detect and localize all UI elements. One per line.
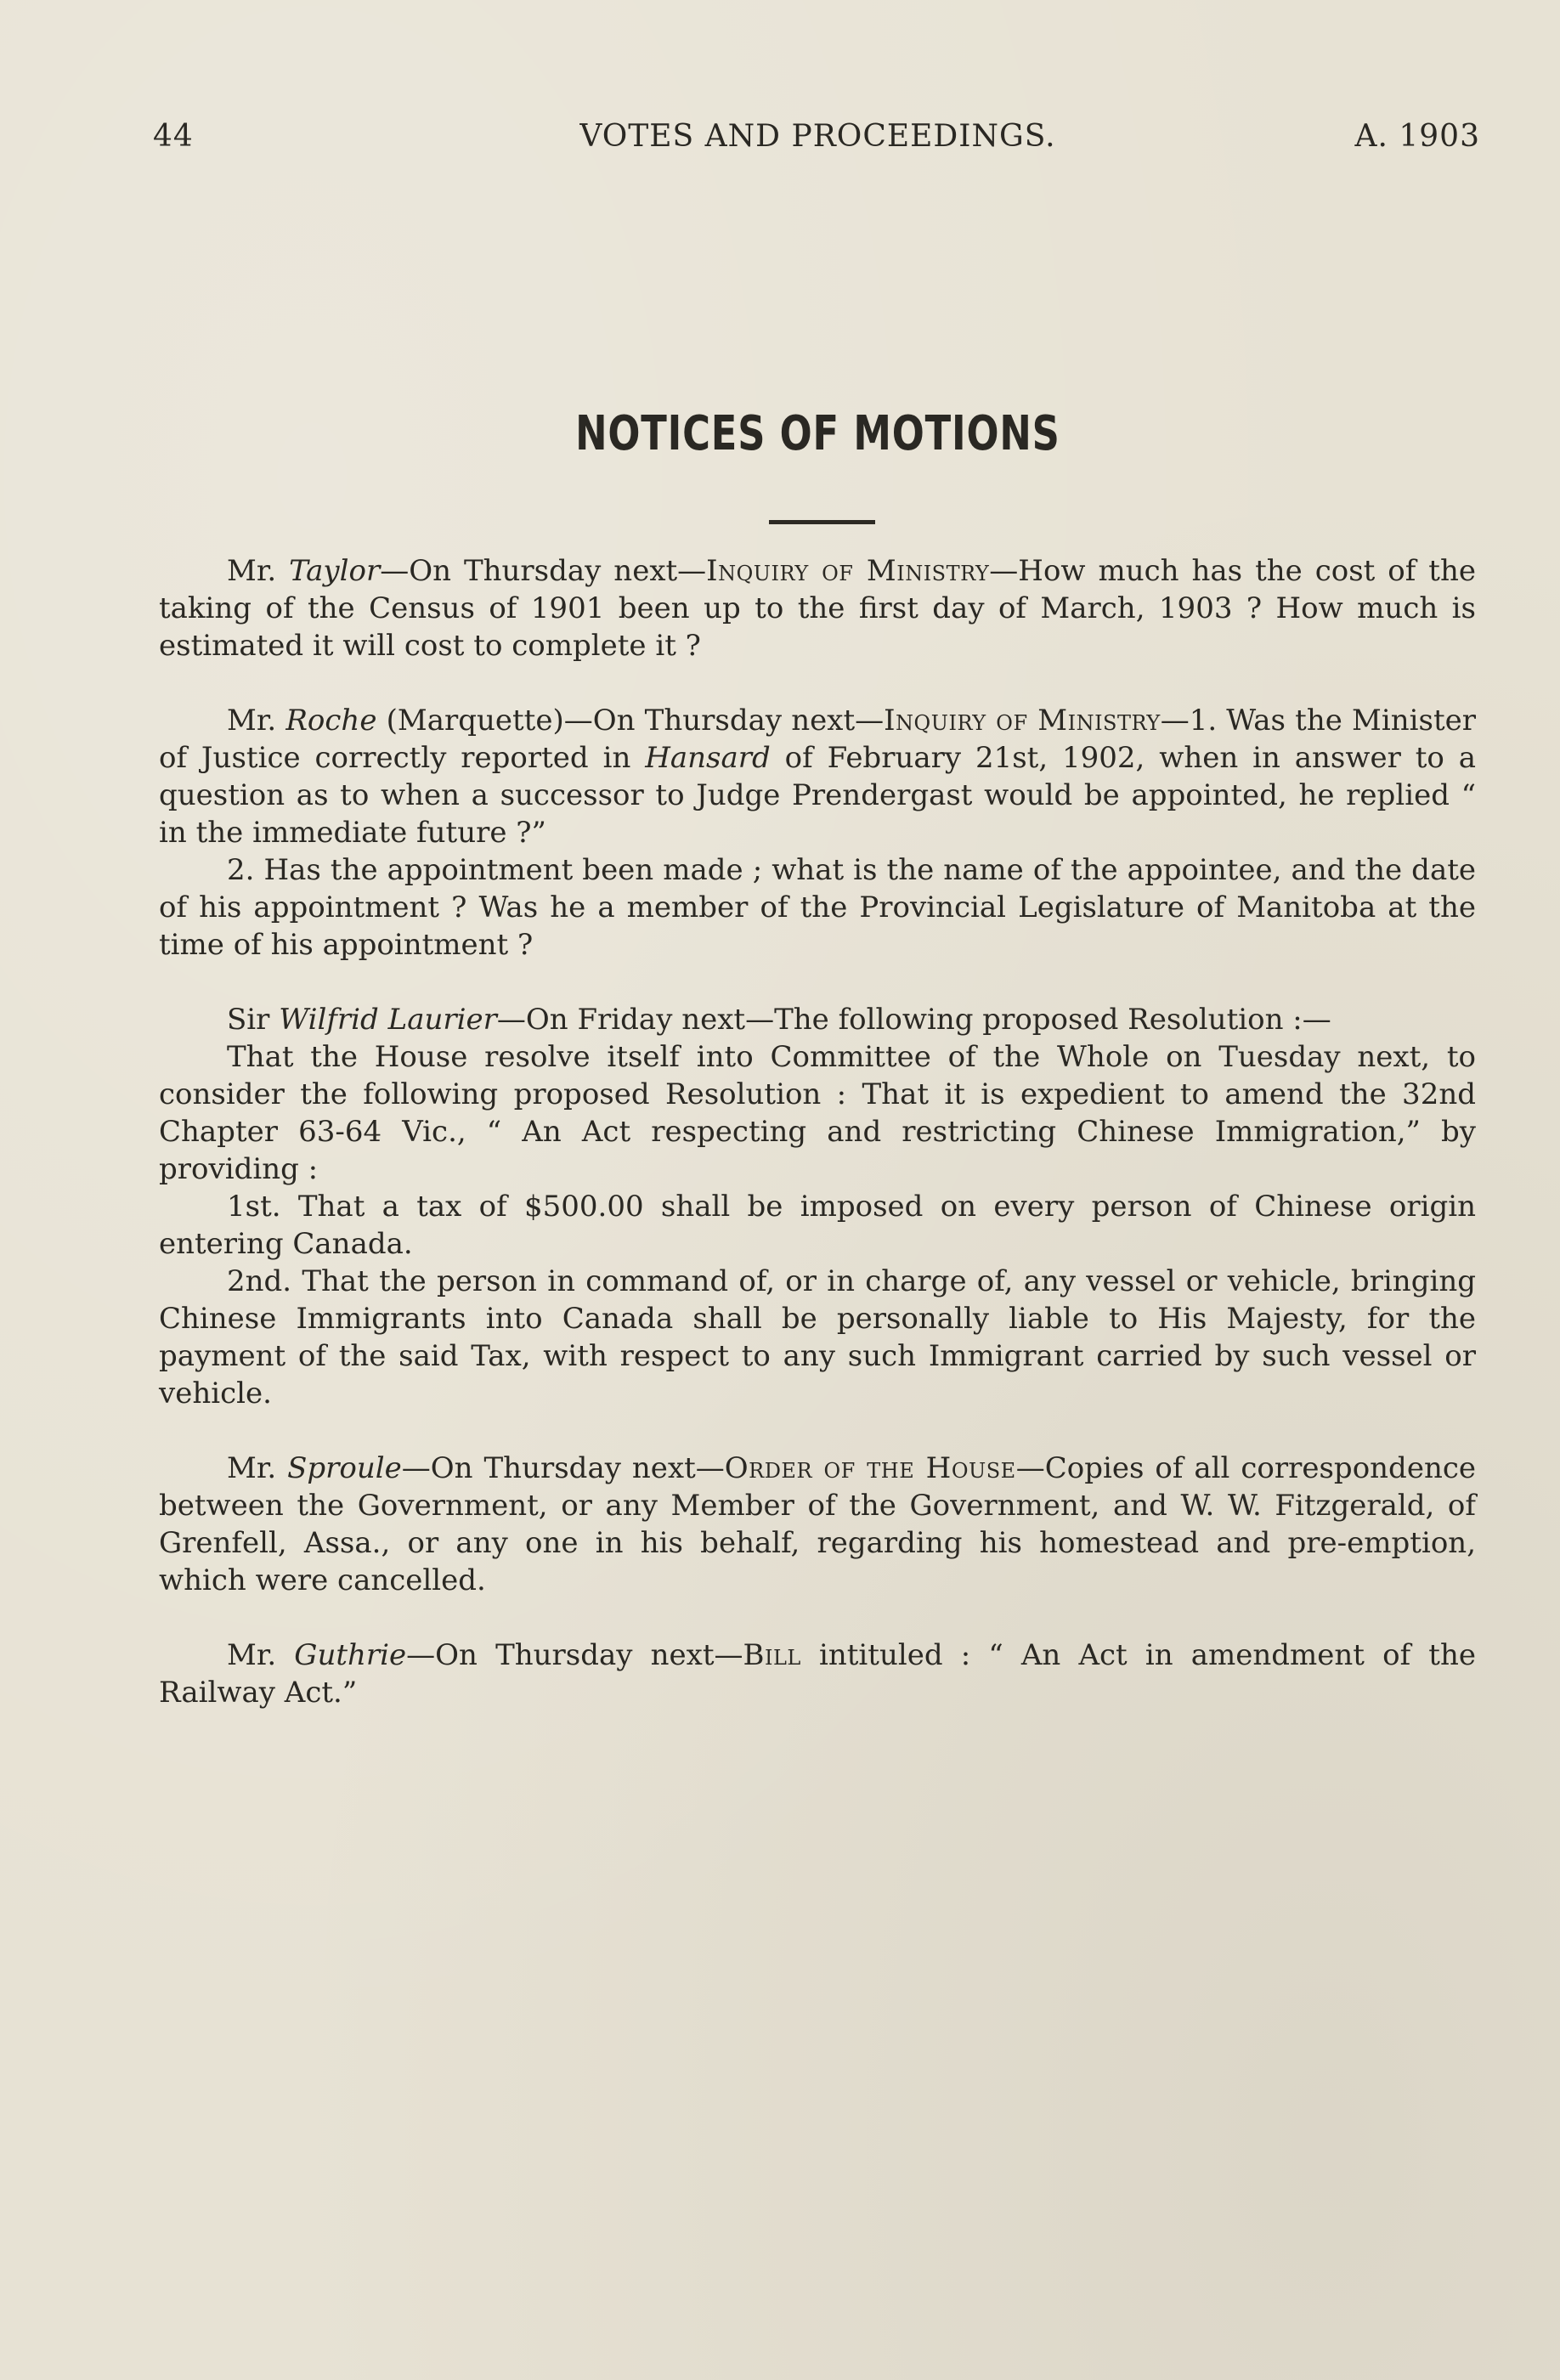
member-riding: (Marquette) — [376, 704, 564, 738]
member-prefix: Mr. — [227, 554, 290, 588]
motion-paragraph — [159, 1001, 1476, 1038]
motion-paragraph-2: That the House resolve itself into Committee of the Whole on Tuesday next, to consider the following proposed Resolution : That it is expedient to amend the 32nd Chapter 63-64 Vic., “ An Act respecting and restricting Chinese Immigration,” by providing : — [159, 1040, 1476, 1186]
motion-paragraph — [159, 702, 1476, 851]
member-name: Roche — [285, 704, 377, 738]
motion-day: —On Thursday next— — [401, 1451, 725, 1485]
member-prefix: Sir — [227, 1003, 280, 1037]
member-name: Taylor — [289, 554, 381, 588]
motion-type: Bill — [743, 1638, 801, 1672]
motions-list — [159, 552, 1476, 1749]
page-number: 44 — [153, 119, 194, 154]
motion-paragraph-4: 2nd. That the person in command of, or in charge of, any vessel or vehicle, bringing Chinese Immigrants into Canada shall be personally liable to His Majesty, for the payment of the said Tax, with respect to any such Immigrant carried by such vessel or vehicle. — [159, 1264, 1476, 1410]
motion-paragraph-2: 2. Has the appointment been made ; what is the name of the appointee, and the date of his appointment ? Was he a member of the Provincial Legislature of Manitoba at the time of his appointment ? — [159, 853, 1476, 962]
motion-text-continued: of February 21st, 1902, when in answer to a question as to when a successor to Judge Prendergast would be appointed, he replied “ in the immediate future ?” — [159, 741, 1477, 850]
title-divider — [769, 520, 875, 524]
motion-paragraph-3: 1st. That a tax of $500.00 shall be imposed on every person of Chinese origin entering Canada. — [159, 1190, 1476, 1261]
motion-roche — [159, 702, 1476, 964]
member-prefix: Mr. — [227, 1451, 288, 1485]
motion-text: —On Friday next—The following proposed Resolution :— — [496, 1003, 1331, 1037]
running-title: VOTES AND PROCEEDINGS. — [579, 119, 1056, 154]
motion-paragraph — [159, 552, 1476, 664]
member-name: Wilfrid Laurier — [279, 1003, 497, 1037]
motion-type: Inquiry of Ministry — [884, 704, 1161, 738]
session-year: A. 1903 — [1354, 119, 1480, 154]
page-title: NOTICES OF MOTIONS — [575, 406, 1060, 461]
motion-day: —On Thursday next— — [380, 554, 707, 588]
motion-guthrie — [159, 1637, 1476, 1711]
motion-type: Inquiry of Ministry — [706, 554, 990, 588]
member-prefix: Mr. — [227, 1638, 295, 1672]
motion-day: —On Thursday next— — [563, 704, 885, 738]
member-name: Guthrie — [294, 1638, 407, 1672]
motion-sproule — [159, 1450, 1476, 1599]
motion-day: —On Thursday next— — [406, 1638, 743, 1672]
motion-paragraph — [159, 1637, 1476, 1711]
motion-paragraph — [159, 1450, 1476, 1599]
member-name: Sproule — [287, 1451, 402, 1485]
motion-laurier — [159, 1001, 1476, 1412]
hansard-reference: Hansard — [645, 741, 771, 775]
motion-taylor — [159, 552, 1476, 664]
motion-type: Order of the House — [724, 1451, 1016, 1485]
member-prefix: Mr. — [227, 704, 286, 738]
motion-text: —Copies of all correspondence between the Government, or any Member of the Government, and W. W. Fitzgerald, of Grenfell, Assa., or any one in his behalf, regarding his homestead and pre-emption, which were cancelled. — [159, 1451, 1477, 1597]
motion-text: —1. Was the Minister of Justice correctly reported in — [159, 704, 1476, 775]
motion-text: intituled : “ An Act in amendment of the Railway Act.” — [159, 1638, 1476, 1710]
motion-text: —How much has the cost of the taking of the Census of 1901 been up to the first day of March, 1903 ? How much is estimated it will cost to complete it ? — [159, 554, 1476, 663]
